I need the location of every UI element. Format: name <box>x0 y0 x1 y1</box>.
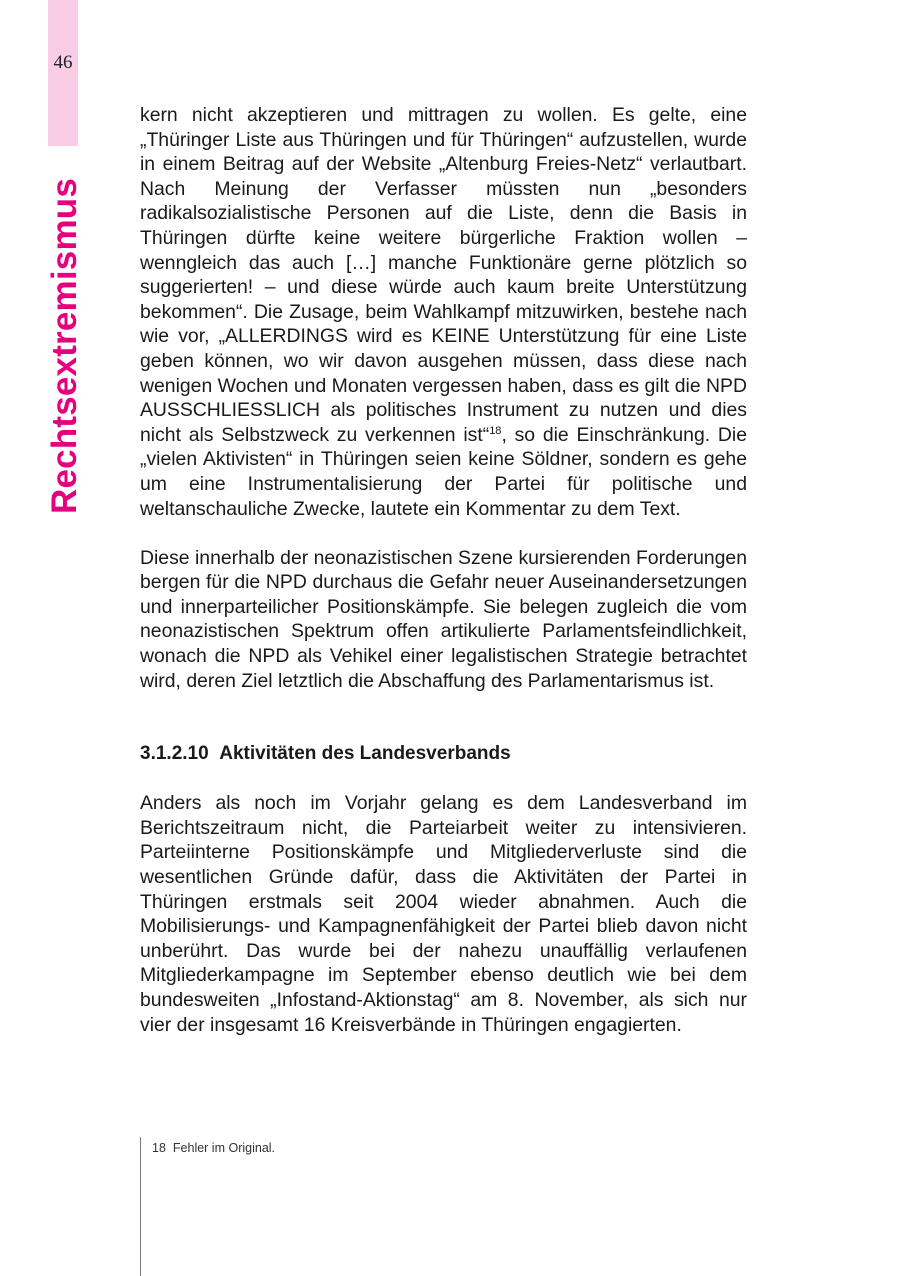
paragraph-1-text-a: kern nicht akzeptieren und mittragen zu wollen. Es gelte, eine „Thüringer Liste aus Thüringen und für Thüringen“ aufzustellen, wurde in einem Beitrag auf der Website „Altenburg Freies-Netz“ verlautbart. Nach Meinung der Verfasser müssten nun „besonders radikalsozialistische Personen auf die Liste, denn die Basis in Thüringen dürfte keine weitere bürgerliche Fraktion wollen – wenngleich das auch […] manche Funktionäre gerne plötzlich so suggerierten! – und diese würde auch kaum breite Unterstützung bekommen“. Die Zusage, beim Wahlkampf mitzuwirken, bestehe nach wie vor, „ALLERDINGS wird es KEINE Unterstützung für eine Liste geben können, wo wir davon ausgehen müssen, dass diese nach wenigen Wochen und Monaten vergessen haben, dass es gilt die NPD AUSSCHLIESSLICH als politisches Instrument zu nutzen und dies nicht als Selbstzweck zu verkennen ist“ <box>140 104 747 446</box>
footnote-rule <box>140 1137 141 1276</box>
paragraph-2: Diese innerhalb der neonazistischen Szene kursierenden Forderungen bergen für die NPD durchaus die Gefahr neuer Auseinandersetzungen und innerparteilicher Positionskämpfe. Sie belegen zugleich die vom neonazistischen Spektrum offen artikulierte Parlamentsfeindlichkeit, wonach die NPD als Vehikel einer legalistischen Strategie betrachtet wird, deren Ziel letztlich die Abschaffung des Parlamentarismus ist. <box>140 546 747 692</box>
section-heading <box>140 742 747 766</box>
paragraph-1-text-b: , so die Einschränkung. Die „vielen Aktivisten“ in Thüringen seien keine Söldner, sondern es gehe um eine Instrumentalisierung der Partei für politische und weltanschauliche Zwecke, lautete ein Kommentar zu dem Text. <box>140 423 747 520</box>
footnote-reference[interactable]: 18 <box>489 424 502 437</box>
section-heading-number: 3.1.2.10 <box>140 743 209 765</box>
body-text <box>140 103 747 1037</box>
paragraph-1 <box>140 103 747 521</box>
footnote <box>152 1141 275 1155</box>
footnote-number: 18 <box>152 1141 166 1155</box>
page-number: 46 <box>53 52 73 73</box>
paragraph-3: Anders als noch im Vorjahr gelang es dem Landesverband im Berichtszeitraum nicht, die Parteiarbeit weiter zu intensivieren. Parteiinterne Positionskämpfe und Mitgliederverluste sind die wesentlichen Gründe dafür, dass die Aktivitäten der Partei in Thüringen erstmals seit 2004 wieder abnahmen. Auch die Mobilisierungs- und Kampagnenfähigkeit der Partei blieb davon nicht unberührt. Das wurde bei der nahezu unauffällig verlaufenen Mitgliederkampagne im September ebenso deutlich wie bei dem bundesweiten „Infostand-Aktionstag“ am 8. November, als sich nur vier der insgesamt 16 Kreisverbände in Thüringen engagierten. <box>140 792 747 1036</box>
section-title: Rechtsextremismus <box>45 177 84 515</box>
footnote-text: Fehler im Original. <box>172 1141 276 1155</box>
section-heading-title: Aktivitäten des Landesverbands <box>219 743 511 765</box>
